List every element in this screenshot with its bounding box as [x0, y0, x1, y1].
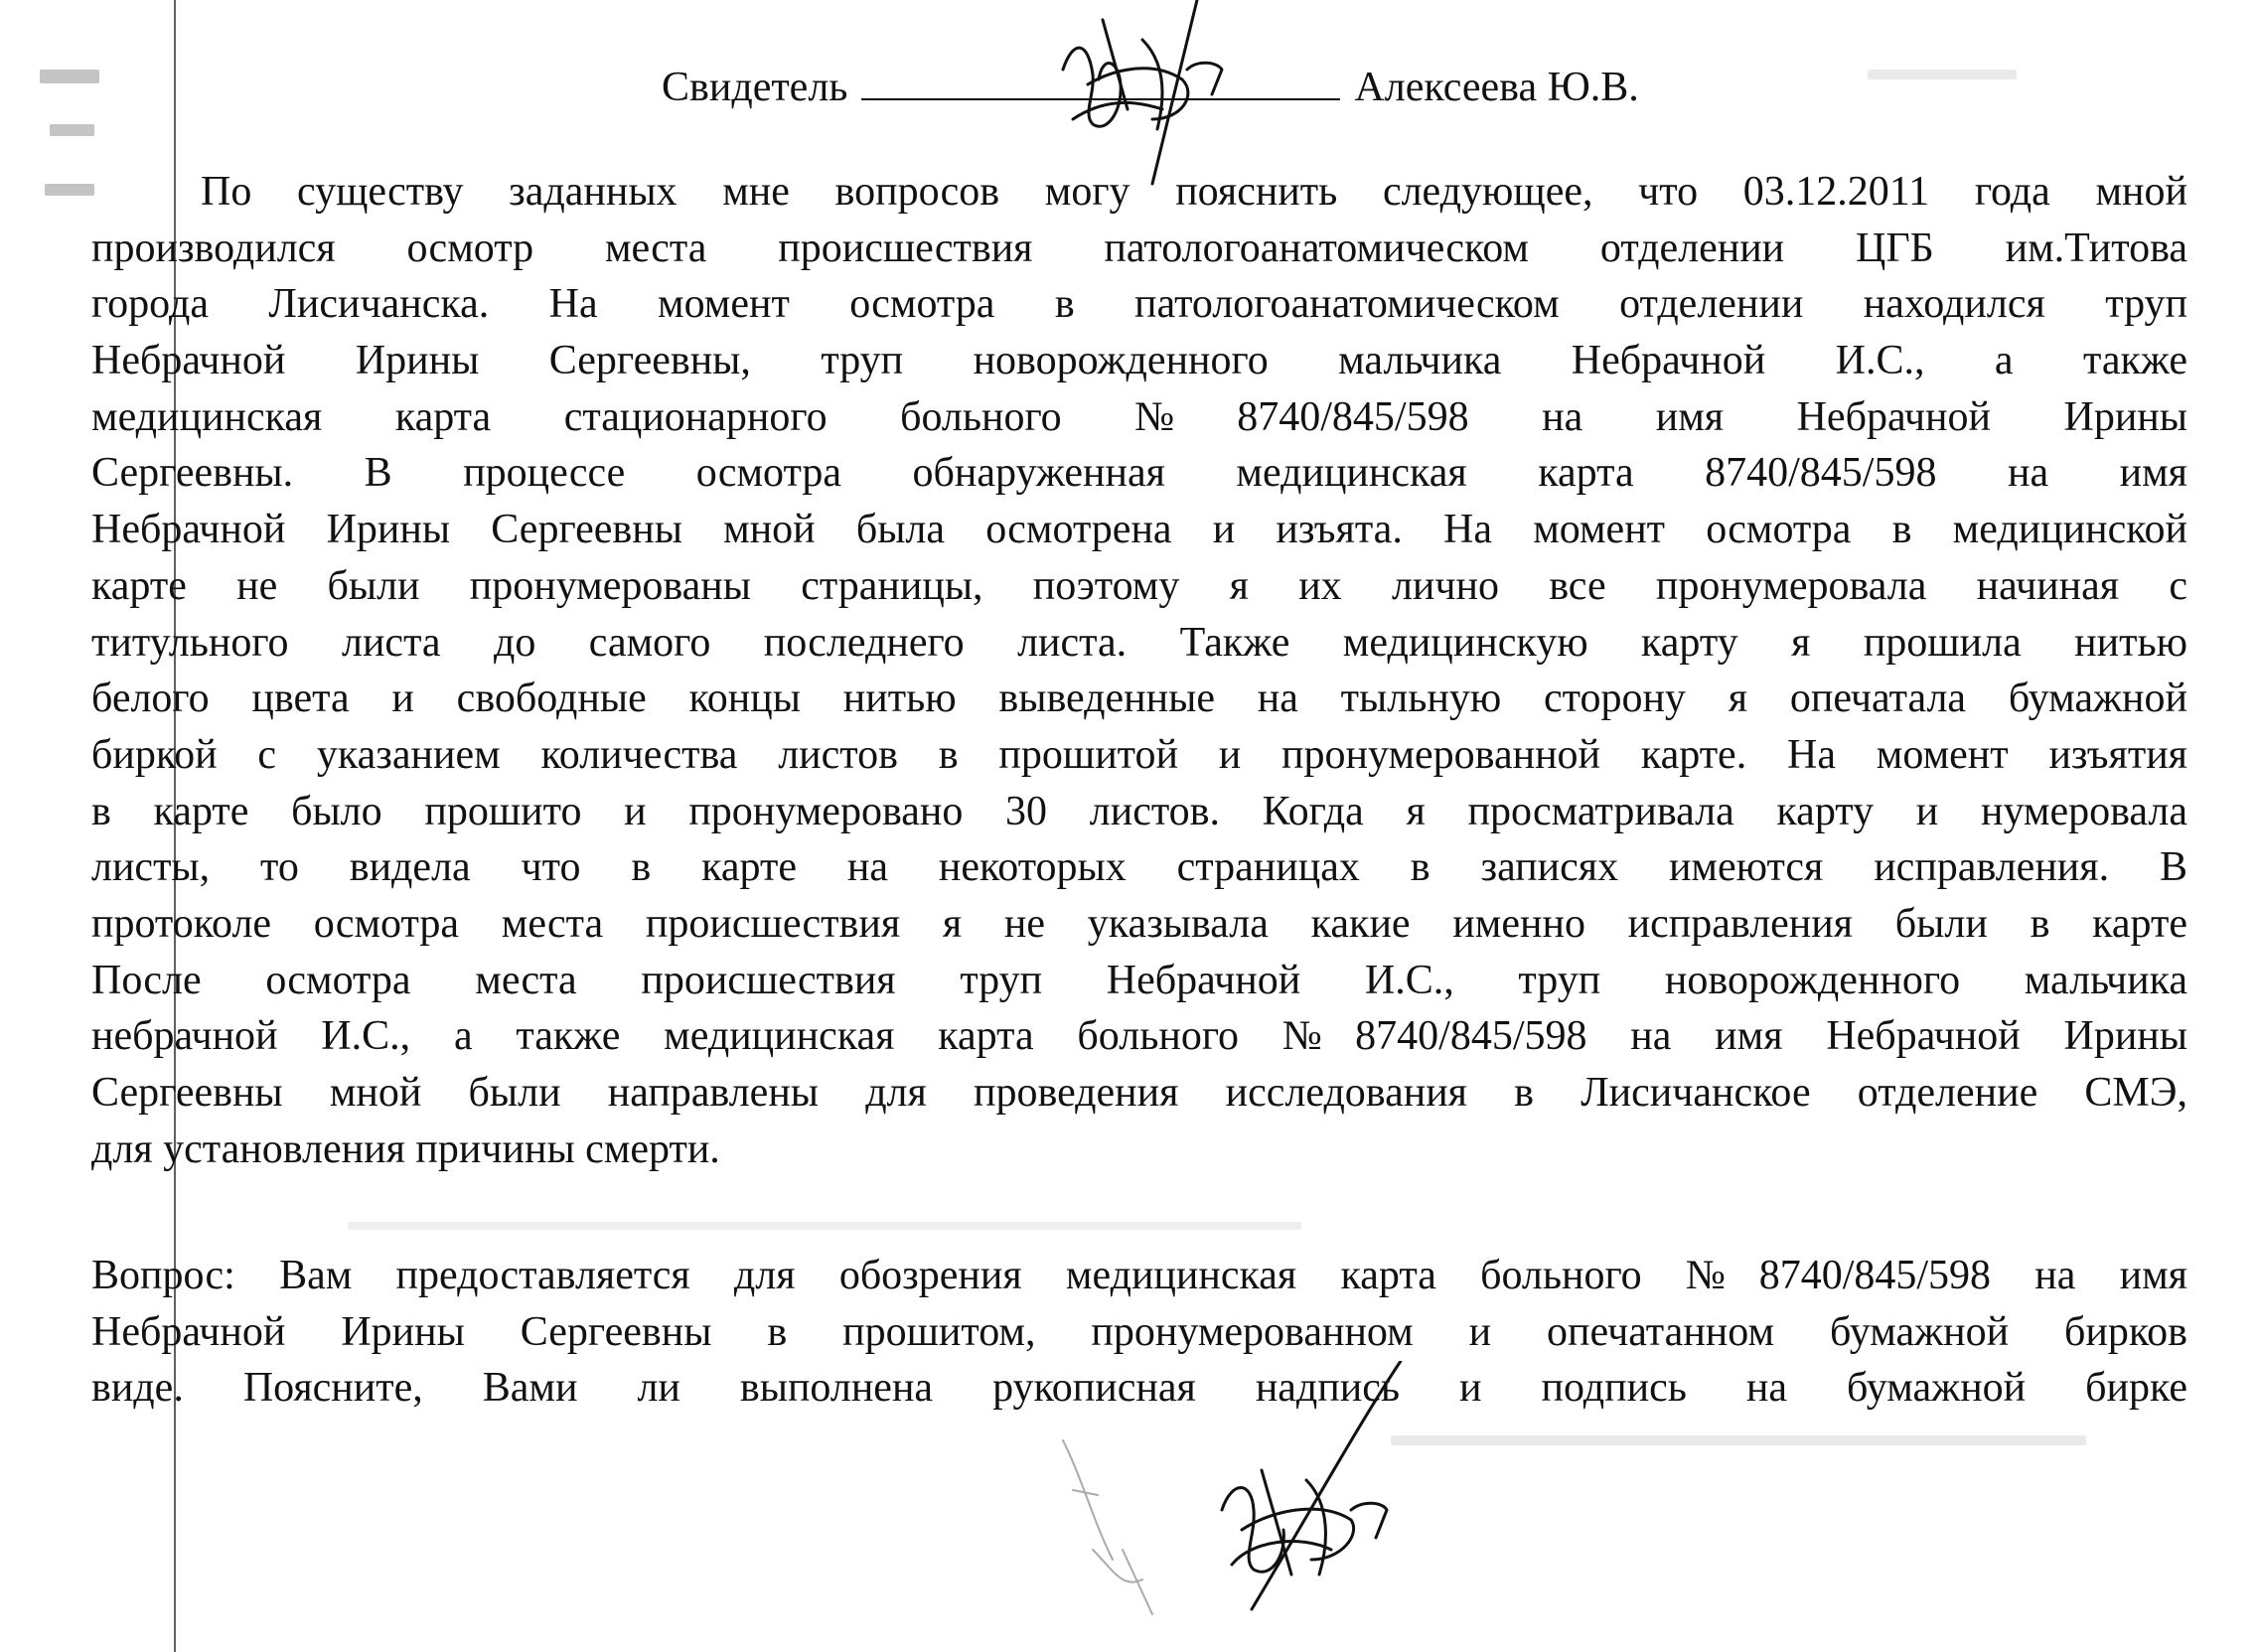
text-line: для установления причины смерти. [91, 1126, 720, 1172]
scan-speckle [348, 1222, 1301, 1230]
text-line: Сергеевны. В процессе осмотра обнаруженная медицинская карта 8740/845/598 на имя [91, 450, 2187, 497]
text-line: Небрачной Ирины Сергеевны в прошитом, пронумерованном и опечатанном бумажной бирков [91, 1308, 2187, 1355]
witness-label: Свидетель [662, 65, 848, 110]
text-line: Вопрос: Вам предоставляется для обозрения медицинская карта больного №8740/845/598 на имя [91, 1253, 2187, 1298]
text-line: виде. Поясните, Вами ли выполнена рукописная надпись и подпись на бумажной бирке [91, 1365, 2187, 1412]
statement-paragraph [91, 164, 2187, 1177]
text-line: протоколе осмотра места происшествия я не указывала какие именно исправления были в карте [91, 900, 2187, 947]
text-line: Небрачной Ирины Сергеевны мной была осмотрена и изъята. На момент осмотра в медицинской [91, 507, 2187, 553]
text-line: После осмотра места происшествия труп Небрачной И.С., труп новорожденного мальчика [91, 957, 2187, 1003]
text-line: небрачной И.С., а также медицинская карта больного №8740/845/598 на имя Небрачной Ирины [91, 1013, 2187, 1060]
witness-name: Алексеева Ю.В. [1354, 65, 1639, 110]
scan-speckle [1868, 70, 2017, 79]
text-line: белого цвета и свободные концы нитью выведенные на тыльную сторону я опечатала бумажной [91, 676, 2187, 722]
text-line: карте не были пронумерованы страницы, поэтому я их лично все пронумеровала начиная с [91, 562, 2187, 609]
text-line: листы, то видела что в карте на некоторых страницах в записях имеются исправления. В [91, 844, 2187, 891]
text-line: в карте было прошито и пронумеровано 30 листов. Когда я просматривала карту и нумеровала [91, 788, 2187, 834]
scan-speckle [40, 70, 99, 83]
handwritten-signature-bottom [1192, 1361, 1411, 1619]
text-line: Сергеевны мной были направлены для проведения исследования в Лисичанское отделение СМЭ, [91, 1070, 2187, 1116]
question-paragraph [91, 1248, 2187, 1417]
scan-speckle [45, 184, 94, 196]
handwritten-signature-top [1033, 0, 1262, 189]
scan-speckle [50, 124, 94, 136]
scan-speckle [1391, 1435, 2086, 1445]
faint-stamp-mark [1053, 1430, 1182, 1619]
text-line: медицинская карта стационарного больного №8740/845/598 на имя Небрачной Ирины [91, 393, 2187, 440]
text-line: титульного листа до самого последнего листа. Также медицинскую карту я прошила нитью [91, 619, 2187, 666]
text-line: Небрачной Ирины Сергеевны, труп новорожденного мальчика Небрачной И.С., а также [91, 338, 2187, 384]
text-line: биркой с указанием количества листов в прошитой и пронумерованной карте. На момент изъятия [91, 731, 2187, 778]
text-line: По существу заданных мне вопросов могу пояснить следующее, что 03.12.2011 года мной [201, 169, 2187, 215]
text-line: города Лисичанска. На момент осмотра в патологоанатомическом отделении находился труп [91, 281, 2187, 328]
text-line: производился осмотр места происшествия патологоанатомическом отделении ЦГБ им.Титова [91, 225, 2187, 271]
